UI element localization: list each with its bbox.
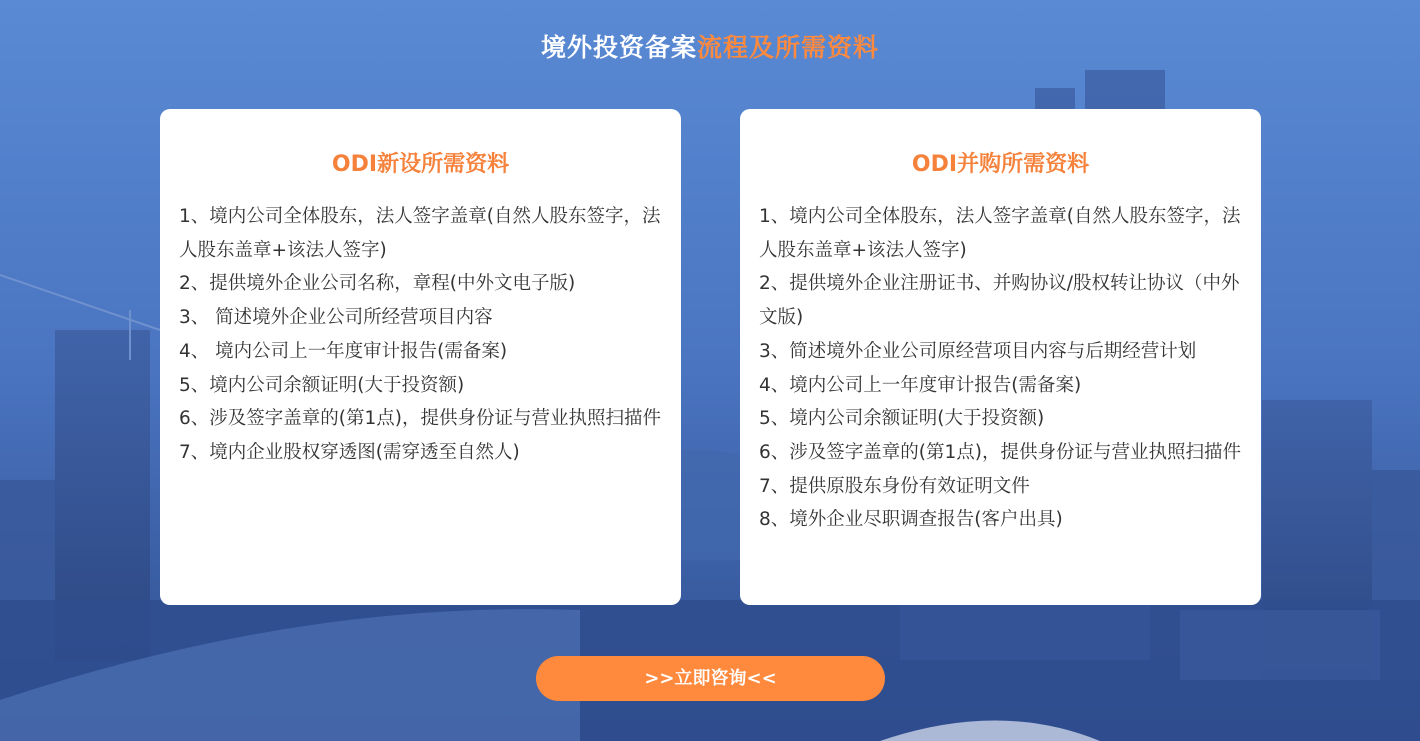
list-item: 1、境内公司全体股东，法人签字盖章(自然人股东签字，法人股东盖章+该法人签字) <box>179 206 661 261</box>
page-title-primary: 境外投资备案 <box>540 33 697 62</box>
list-item: 3、简述境外企业公司原经营项目内容与后期经营计划 <box>759 340 1197 362</box>
list-item: 5、境内公司余额证明(大于投资额) <box>759 408 1045 430</box>
list-item: 2、提供境外企业注册证书、并购协议/股权转让协议（中外文版) <box>759 273 1240 329</box>
list-item: 8、境外企业尽职调查报告(客户出具) <box>759 509 1063 531</box>
page-title-highlight: 流程及所需资料 <box>697 33 880 62</box>
requirements-list <box>179 200 669 470</box>
list-item: 1、境内公司全体股东，法人签字盖章(自然人股东签字，法人股东盖章+该法人签字) <box>759 206 1241 261</box>
page-title <box>0 28 1420 64</box>
list-item: 6、涉及签字盖章的(第1点)，提供身份证与营业执照扫描件 <box>759 441 1241 463</box>
odi-new-setup-card <box>160 109 681 605</box>
card-title: ODI并购所需资料 <box>911 152 1090 177</box>
list-item: 6、涉及签字盖章的(第1点)，提供身份证与营业执照扫描件 <box>179 408 661 430</box>
list-item: 7、提供原股东身份有效证明文件 <box>759 475 1030 497</box>
list-item: 5、境内公司余额证明(大于投资额) <box>179 374 465 396</box>
list-item: 3、 简述境外企业公司所经营项目内容 <box>179 307 493 329</box>
list-item: 2、提供境外企业公司名称，章程(中外文电子版) <box>179 273 576 295</box>
requirements-list <box>759 200 1249 537</box>
odi-acquisition-card <box>740 109 1261 605</box>
list-item: 7、境内企业股权穿透图(需穿透至自然人) <box>179 441 520 463</box>
consult-now-button[interactable]: >>立即咨询<< <box>536 656 885 701</box>
list-item: 4、 境内公司上一年度审计报告(需备案) <box>179 340 508 362</box>
card-title: ODI新设所需资料 <box>331 152 510 177</box>
list-item: 4、境内公司上一年度审计报告(需备案) <box>759 374 1082 396</box>
